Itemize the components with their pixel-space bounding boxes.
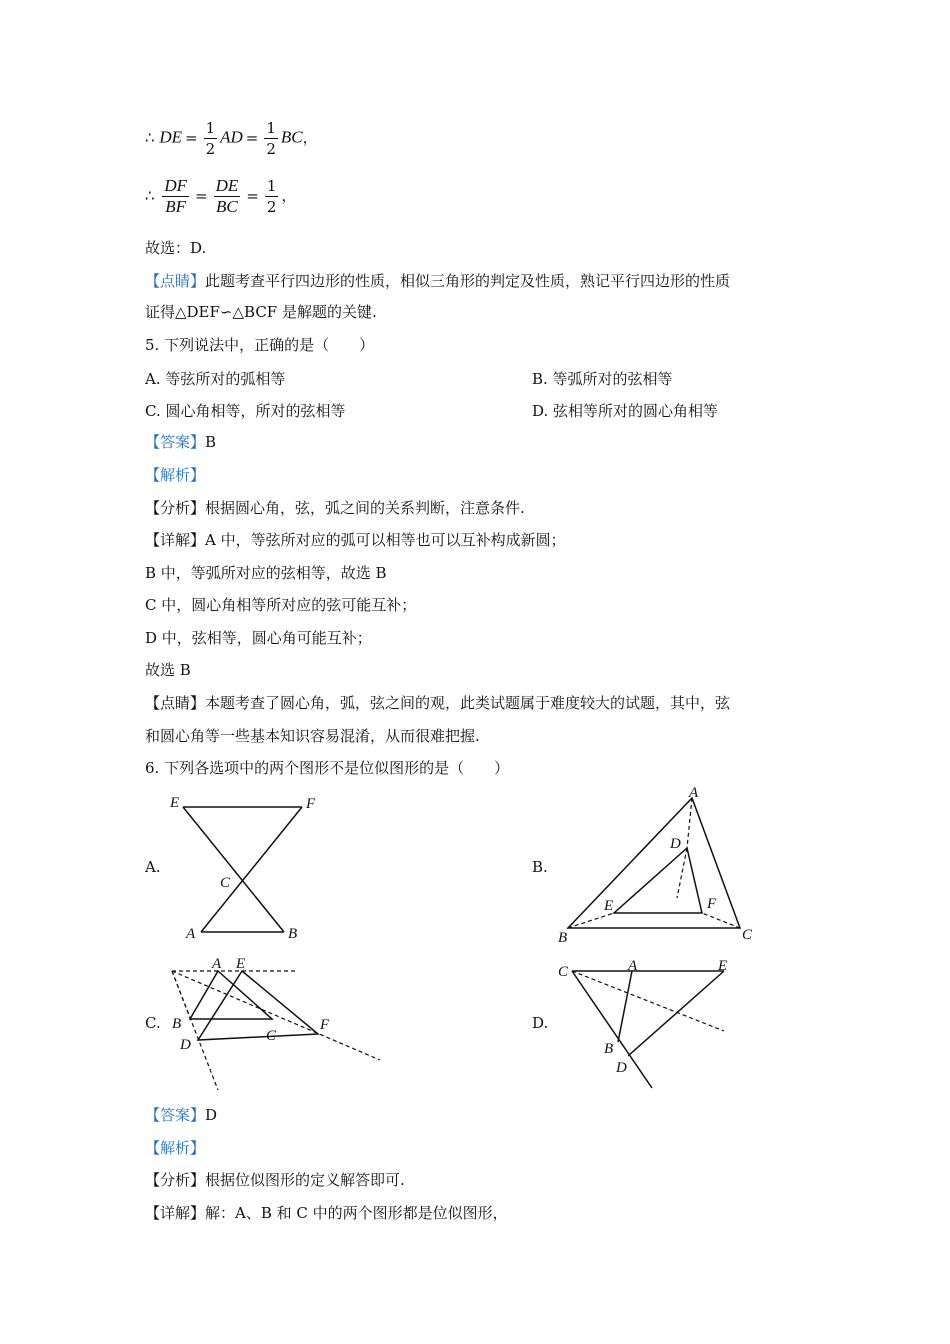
label-f: F bbox=[707, 896, 717, 912]
numerator: DF bbox=[164, 176, 187, 195]
line-cd bbox=[572, 971, 652, 1088]
choose-d-line: 故选：D. bbox=[145, 239, 207, 257]
label-e: E bbox=[718, 958, 728, 974]
dianjing-tag: 【点睛】 bbox=[145, 272, 206, 290]
ray-ad bbox=[687, 798, 692, 848]
triangle-edf bbox=[198, 971, 318, 1040]
denominator: 2 bbox=[266, 140, 276, 158]
q5-jiexi-line bbox=[145, 465, 205, 485]
comma: ， bbox=[302, 128, 318, 147]
equals-sign: = bbox=[245, 128, 259, 147]
denominator: 2 bbox=[205, 140, 216, 158]
dianjing-q4-line-2: 证得△DEF∽△BCF 是解题的关键. bbox=[145, 303, 377, 321]
q5-xiangjie-c: C 中，圆心角相等所对应的弦可能互补； bbox=[145, 596, 417, 614]
q5-option-b: B. 等弧所对的弦相等 bbox=[532, 370, 673, 388]
q6-answer-line bbox=[145, 1105, 217, 1125]
equals-sign: = bbox=[185, 128, 198, 147]
xiangjie-text: A 中，等弦所对应的弧可以相等也可以互补构成新圆； bbox=[205, 531, 566, 549]
numerator: 1 bbox=[266, 177, 277, 195]
label-b: B bbox=[288, 926, 298, 942]
segment-eb bbox=[183, 807, 284, 932]
q6-jiexi-line bbox=[145, 1138, 205, 1158]
q6-label-a: A. bbox=[145, 858, 161, 876]
q5-dianjing-line bbox=[145, 693, 730, 713]
ray-cf bbox=[702, 913, 740, 928]
q5-option-a: A. 等弦所对的弧相等 bbox=[145, 370, 286, 388]
formula-term: BC bbox=[280, 127, 303, 147]
answer-tag: 【答案】 bbox=[145, 433, 206, 451]
fraction bbox=[204, 118, 218, 159]
fraction bbox=[265, 176, 279, 217]
figure-b bbox=[552, 780, 767, 950]
label-d: D bbox=[616, 1060, 627, 1076]
label-c: C bbox=[742, 927, 753, 943]
dianjing-text: 此题考查平行四边形的性质，相似三角形的判定及性质，熟记平行四边形的性质 bbox=[205, 272, 731, 290]
q5-xiangjie-d: D 中，弦相等，圆心角可能互补； bbox=[145, 629, 372, 647]
fraction bbox=[214, 176, 241, 217]
label-c: C bbox=[558, 964, 569, 980]
dashed-ray bbox=[572, 971, 724, 1031]
dianjing-tag: 【点睛】 bbox=[145, 694, 206, 712]
fraction bbox=[162, 176, 189, 217]
label-b: B bbox=[558, 930, 568, 946]
q6-stem: 6. 下列各选项中的两个图形不是位似图形的是（ ） bbox=[145, 759, 510, 777]
xiangjie-tag: 【详解】 bbox=[145, 1204, 206, 1222]
fenxi-text: 根据圆心角，弦，弧之间的关系判断，注意条件. bbox=[205, 499, 525, 517]
label-e: E bbox=[170, 795, 180, 811]
jiexi-tag: 【解析】 bbox=[145, 1139, 206, 1157]
q5-xiangjie-b: B 中，等弧所对应的弦相等，故选 B bbox=[145, 564, 387, 582]
q6-label-c: C. bbox=[145, 1014, 161, 1032]
q5-option-c: C. 圆心角相等，所对的弦相等 bbox=[145, 402, 346, 420]
q5-fenxi-line bbox=[145, 498, 525, 518]
dianjing-text: 本题考查了圆心角，弧，弦之间的观，此类试题属于难度较大的试题，其中，弦 bbox=[205, 694, 731, 712]
comma: ， bbox=[281, 186, 297, 205]
triangle-def bbox=[614, 848, 702, 913]
fraction bbox=[264, 118, 278, 159]
label-e: E bbox=[604, 898, 614, 914]
q6-fenxi-line bbox=[145, 1170, 405, 1190]
label-f: F bbox=[306, 796, 316, 812]
answer-tag: 【答案】 bbox=[145, 1106, 206, 1124]
q6-label-b: B. bbox=[532, 858, 548, 876]
label-d: D bbox=[180, 1037, 191, 1053]
formula-term: AD bbox=[220, 127, 243, 147]
fenxi-tag: 【分析】 bbox=[145, 1171, 206, 1189]
figure-a bbox=[160, 790, 330, 950]
label-c: C bbox=[266, 1028, 277, 1044]
q6-xiangjie-line bbox=[145, 1203, 508, 1223]
q5-answer-line bbox=[145, 432, 216, 452]
numerator: 1 bbox=[205, 119, 216, 137]
fenxi-text: 根据位似图形的定义解答即可. bbox=[205, 1171, 405, 1189]
q5-stem: 5. 下列说法中，正确的是（ ） bbox=[145, 336, 375, 354]
denominator: BF bbox=[162, 196, 189, 217]
label-f: F bbox=[320, 1017, 330, 1033]
segment-ed bbox=[628, 971, 724, 1056]
label-a: A bbox=[212, 956, 222, 972]
figure-c bbox=[160, 950, 390, 1095]
ray-to-f bbox=[172, 971, 380, 1060]
formula-term: DE bbox=[159, 127, 182, 147]
label-a: A bbox=[628, 958, 638, 974]
label-a: A bbox=[186, 926, 196, 942]
label-c: C bbox=[220, 875, 231, 891]
q5-option-d: D. 弦相等所对的圆心角相等 bbox=[532, 402, 719, 420]
q6-label-d: D. bbox=[532, 1014, 549, 1032]
q5-choose: 故选 B bbox=[145, 661, 191, 679]
xiangjie-text: 解：A、B 和 C 中的两个图形都是位似图形， bbox=[205, 1204, 508, 1222]
fenxi-tag: 【分析】 bbox=[145, 499, 206, 517]
segment-fa bbox=[201, 807, 302, 932]
figure-d bbox=[552, 950, 752, 1095]
equals-sign: = bbox=[246, 186, 259, 205]
equals-sign: = bbox=[195, 186, 208, 205]
label-d: D bbox=[670, 836, 681, 852]
label-e: E bbox=[236, 956, 246, 972]
numerator: DE bbox=[215, 176, 239, 195]
jiexi-tag: 【解析】 bbox=[145, 466, 206, 484]
dianjing-q4-line bbox=[145, 271, 730, 291]
xiangjie-tag: 【详解】 bbox=[145, 531, 206, 549]
therefore-symbol: ∴ bbox=[145, 128, 155, 147]
label-b: B bbox=[604, 1041, 614, 1057]
q5-xiangjie-line bbox=[145, 530, 566, 550]
denominator: 2 bbox=[266, 198, 277, 216]
answer-value: B bbox=[205, 433, 217, 451]
formula-de-half-ad bbox=[145, 118, 318, 159]
answer-value: D bbox=[205, 1106, 218, 1124]
therefore-symbol: ∴ bbox=[145, 186, 155, 205]
denominator: BC bbox=[214, 196, 241, 217]
triangle-abc bbox=[190, 971, 272, 1019]
segment-ab bbox=[618, 971, 632, 1042]
label-b: B bbox=[172, 1016, 182, 1032]
label-a: A bbox=[689, 785, 699, 801]
q5-dianjing-line-2: 和圆心角等一些基本知识容易混淆，从而很难把握. bbox=[145, 727, 480, 745]
numerator: 1 bbox=[266, 119, 276, 137]
formula-df-bf-ratio bbox=[145, 176, 296, 217]
